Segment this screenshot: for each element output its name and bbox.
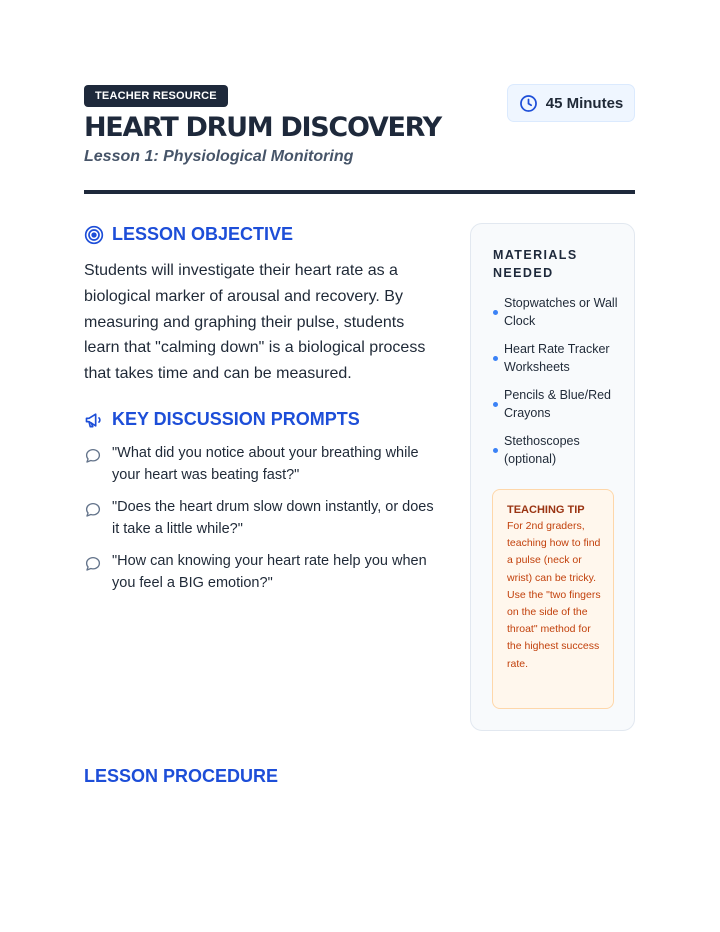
speech-bubble-icon <box>84 555 102 573</box>
prompts-heading <box>84 409 360 430</box>
material-text: Heart Rate Tracker Worksheets <box>504 342 610 374</box>
material-text: Stopwatches or Wall Clock <box>504 296 618 328</box>
list-item <box>493 294 618 330</box>
bullet-dot-icon <box>493 448 498 453</box>
clock-icon <box>519 94 538 113</box>
target-icon <box>84 225 104 245</box>
materials-sidebar <box>470 223 635 731</box>
procedure-heading: LESSON PROCEDURE <box>84 766 279 786</box>
teaching-tip-box <box>492 489 614 709</box>
header-divider <box>84 190 635 194</box>
material-text: Pencils & Blue/Red Crayons <box>504 388 612 420</box>
list-item <box>84 443 444 486</box>
prompt-text: "Does the heart drum slow down instantly, or does it take a little while?" <box>112 499 434 537</box>
bullet-dot-icon <box>493 402 498 407</box>
materials-heading: MATERIALS NEEDED <box>493 248 578 280</box>
page-title: HEART DRUM DISCOVERY <box>84 112 441 143</box>
list-item <box>493 340 618 376</box>
teaching-tip-heading: TEACHING TIP <box>507 504 585 516</box>
list-item <box>84 551 444 594</box>
teacher-resource-badge: TEACHER RESOURCE <box>84 85 228 107</box>
prompts-heading-text: KEY DISCUSSION PROMPTS <box>112 409 360 429</box>
speech-bubble-icon <box>84 501 102 519</box>
duration-pill <box>507 84 635 122</box>
megaphone-icon <box>84 410 104 430</box>
objective-heading-text: LESSON OBJECTIVE <box>112 224 294 244</box>
speech-bubble-icon <box>84 447 102 465</box>
page-subtitle: Lesson 1: Physiological Monitoring <box>84 148 354 165</box>
teaching-tip-text: For 2nd graders, teaching how to find a pulse (neck or wrist) can be tricky. Use the "two fingers on the side of the throat" method for the highest success rate. <box>507 520 601 670</box>
prompt-text: "How can knowing your heart rate help you when you feel a BIG emotion?" <box>112 553 427 591</box>
bullet-dot-icon <box>493 356 498 361</box>
list-item <box>493 386 618 422</box>
duration-label: 45 Minutes <box>545 94 624 112</box>
bullet-dot-icon <box>493 310 498 315</box>
materials-list <box>493 294 618 478</box>
material-text: Stethoscopes (optional) <box>504 434 580 466</box>
objective-text: Students will investigate their heart rate as a biological marker of arousal and recovery. By measuring and graphing their pulse, students learn that "calming down" is a biological process that takes time and can be measured. <box>84 262 426 383</box>
list-item <box>493 432 618 468</box>
objective-heading <box>84 224 293 245</box>
prompt-text: "What did you notice about your breathing while your heart was beating fast?" <box>112 445 419 483</box>
list-item <box>84 497 444 540</box>
discussion-prompts-list <box>84 443 444 605</box>
